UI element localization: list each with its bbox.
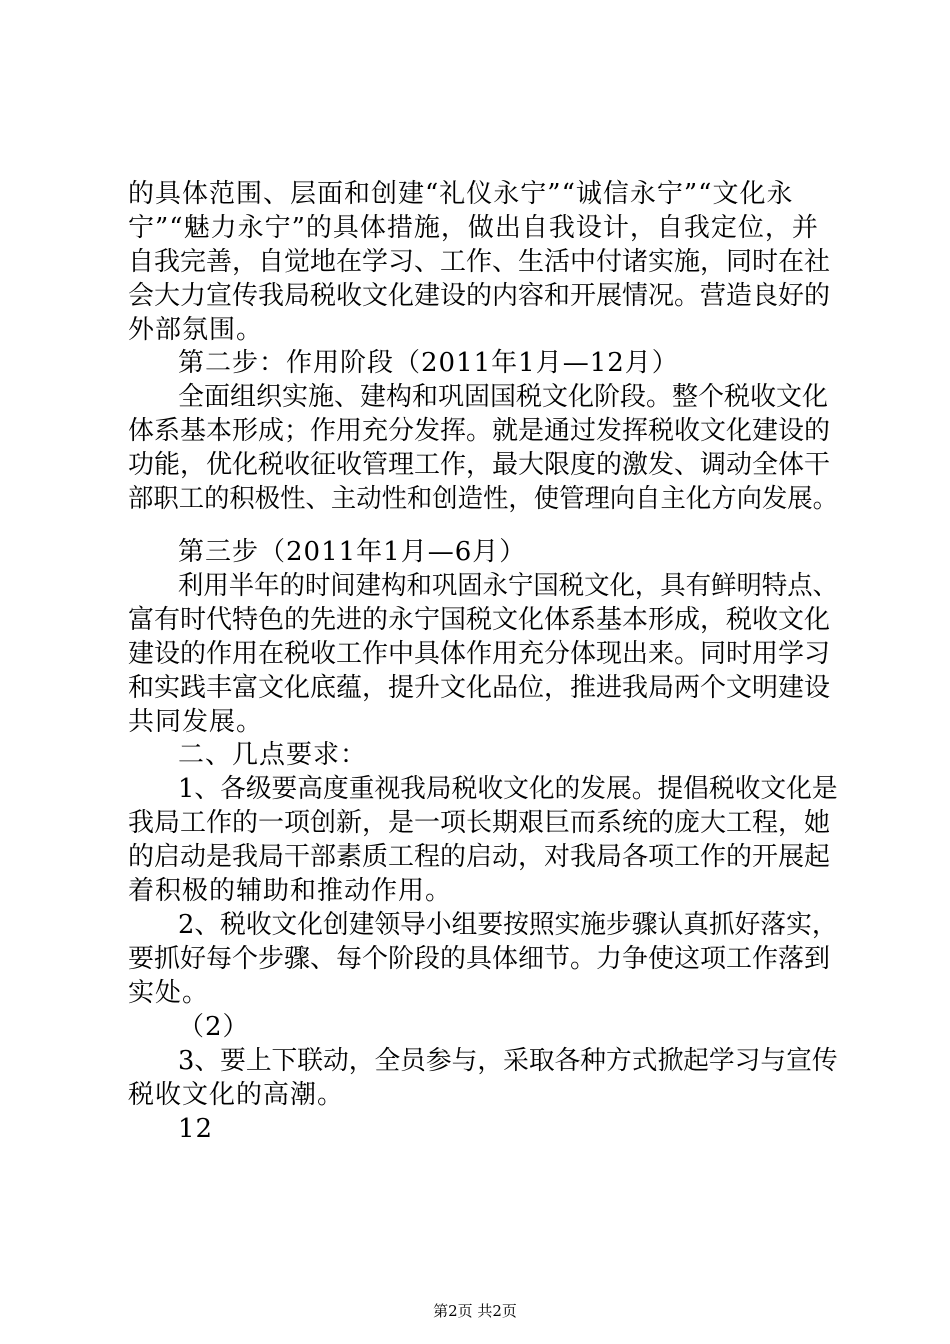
text-line: 3、要上下联动，全员参与，采取各种方式掀起学习与宣传 [178, 1046, 838, 1076]
text-line: 的具体范围、层面和创建“礼仪永宁”“诚信永宁”“文化永 [128, 179, 794, 209]
text-line: 共同发展。 [128, 707, 264, 737]
text-line: 我局工作的一项创新，是一项长期艰巨而系统的庞大工程，她 [128, 808, 831, 838]
text-line: 全面组织实施、建构和巩固国税文化阶段。整个税收文化 [178, 382, 829, 412]
text-line: 自我完善，自觉地在学习、工作、生活中付诸实施，同时在社 [128, 247, 831, 277]
text-line: 和实践丰富文化底蕴，提升文化品位，推进我局两个文明建设 [128, 673, 831, 703]
text-line: 2、税收文化创建领导小组要按照实施步骤认真抓好落实， [178, 910, 838, 940]
text-line: 12 [178, 1114, 214, 1144]
section-heading: 第二步：作用阶段（2011年1月—12月） [178, 348, 679, 378]
text-line: 实处。 [128, 978, 210, 1008]
text-line: 富有时代特色的先进的永宁国税文化体系基本形成，税收文化 [128, 605, 831, 635]
text-line: 的启动是我局干部素质工程的启动，对我局各项工作的开展起 [128, 842, 831, 872]
text-line: 着积极的辅助和推动作用。 [128, 876, 453, 906]
section-heading: 二、几点要求： [178, 740, 368, 770]
text-line: 宁”“魅力永宁”的具体措施，做出自我设计，自我定位，并 [128, 213, 819, 243]
text-line: 功能，优化税收征收管理工作，最大限度的激发、调动全体干 [128, 450, 831, 480]
text-line: 税收文化的高潮。 [128, 1080, 345, 1110]
text-line: 建设的作用在税收工作中具体作用充分体现出来。同时用学习 [128, 639, 831, 669]
text-line: 体系基本形成；作用充分发挥。就是通过发挥税收文化建设的 [128, 416, 831, 446]
text-line: 利用半年的时间建构和巩固永宁国税文化，具有鲜明特点、 [178, 571, 838, 601]
text-line: 外部氛围。 [128, 315, 264, 345]
text-line: 1、各级要高度重视我局税收文化的发展。提倡税收文化是 [178, 774, 838, 804]
section-heading: 第三步（2011年1月—6月） [178, 537, 527, 567]
text-line: （2） [178, 1012, 250, 1042]
text-line: 部职工的积极性、主动性和创造性，使管理向自主化方向发展。 [128, 484, 839, 514]
text-line: 会大力宣传我局税收文化建设的内容和开展情况。营造良好的 [128, 281, 831, 311]
page-number-footer: 第2页 共2页 [433, 1302, 517, 1320]
text-line: 要抓好每个步骤、每个阶段的具体细节。力争使这项工作落到 [128, 944, 831, 974]
